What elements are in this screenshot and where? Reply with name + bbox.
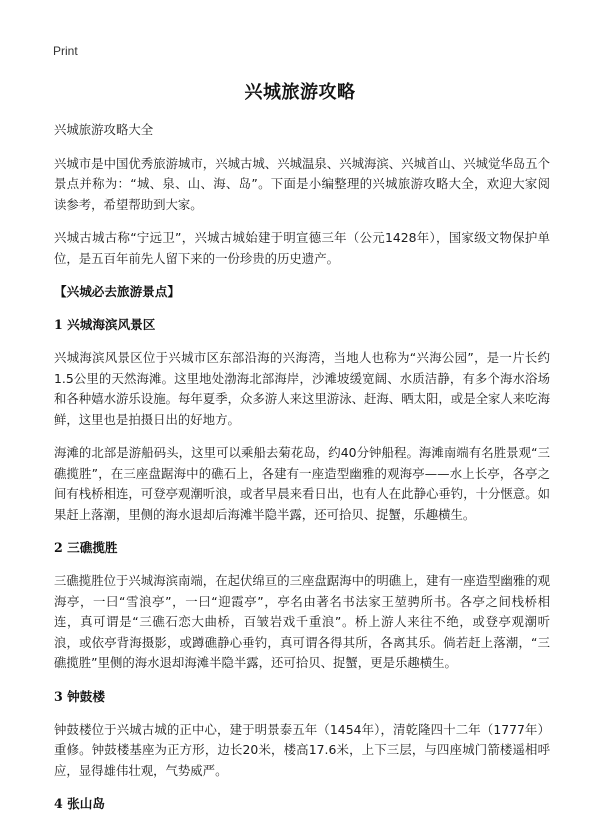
article-subtitle: 兴城旅游攻略大全 (54, 122, 154, 137)
page-title: 兴城旅游攻略 (244, 82, 356, 103)
spot-1-paragraph-1: 兴城海滨风景区位于兴城市区东部沿海的兴海湾，当地人也称为“兴海公园”，是一片长约1.5公里的天然海滩。这里地处渤海北部海岸，沙滩坡缓宽阔、水质洁静，有多个海水浴场和各种嬉水游乐设施。每年夏季，众多游人来这里游泳、赶海、晒太阳，或是全家人来吃海鲜，这里也是拍摄日出的好地方。 (54, 350, 550, 427)
intro-paragraph-1: 兴城市是中国优秀旅游城市，兴城古城、兴城温泉、兴城海滨、兴城首山、兴城觉华岛五个景点并称为：“城、泉、山、海、岛”。下面是小编整理的兴城旅游攻略大全，欢迎大家阅读参考，希望帮助到大家。 (54, 155, 550, 212)
spot-3-paragraph-1: 钟鼓楼位于兴城古城的正中心，建于明景泰五年（1454年），清乾隆四十二年（1777年）重修。钟鼓楼基座为正方形，边长20米，楼高17.6米，上下三层，与四座城门箭楼遥相呼应，显得雄伟壮观，气势威严。 (54, 721, 550, 778)
intro-paragraph-2: 兴城古城古称“宁远卫”，兴城古城始建于明宣德三年（公元1428年），国家级文物保护单位，是五百年前先人留下来的一份珍贵的历史遗产。 (54, 230, 550, 266)
article-body (54, 120, 550, 827)
spot-heading-2: 2 三礁揽胜 (54, 540, 118, 555)
spot-1-paragraph-2: 海滩的北部是游船码头，这里可以乘船去菊花岛，约40分钟船程。海滩南端有名胜景观“三礁揽胜”，在三座盘踞海中的礁石上，各建有一座造型幽雅的观海亭——水上长亭，各亭之间有栈桥相连，可登亭观潮听浪，或者早晨来看日出，也有人在此静心垂钓，十分惬意。如果赶上落潮，里侧的海水退却后海滩半隐半露，还可拾贝、捉蟹，乐趣横生。 (54, 445, 550, 522)
print-link[interactable]: Print (53, 44, 78, 58)
section-heading: 【兴城必去旅游景点】 (54, 284, 180, 299)
spot-heading-3: 3 钟鼓楼 (54, 688, 105, 704)
spot-heading-4: 4 张山岛 (54, 796, 105, 811)
spot-heading-1: 1 兴城海滨风景区 (54, 317, 156, 332)
spot-2-paragraph-1: 三礁揽胜位于兴城海滨南端，在起伏绵亘的三座盘踞海中的明礁上，建有一座造型幽雅的观海亭，一曰“雪浪亭”，一曰“迎霞亭”，亭名由著名书法家王堃骋所书。各亭之间栈桥相连，真可谓是“三礁石恋大曲桥，百皱岩戏千重浪”。桥上游人来往不绝，或登亭观潮听浪，或依亭背海摄影，或蹲礁静心垂钓，真可谓各得其所，各离其乐。倘若赶上落潮，“三礁揽胜”里侧的海水退却海滩半隐半露，还可拾贝、捉蟹，更是乐趣横生。 (54, 573, 550, 670)
